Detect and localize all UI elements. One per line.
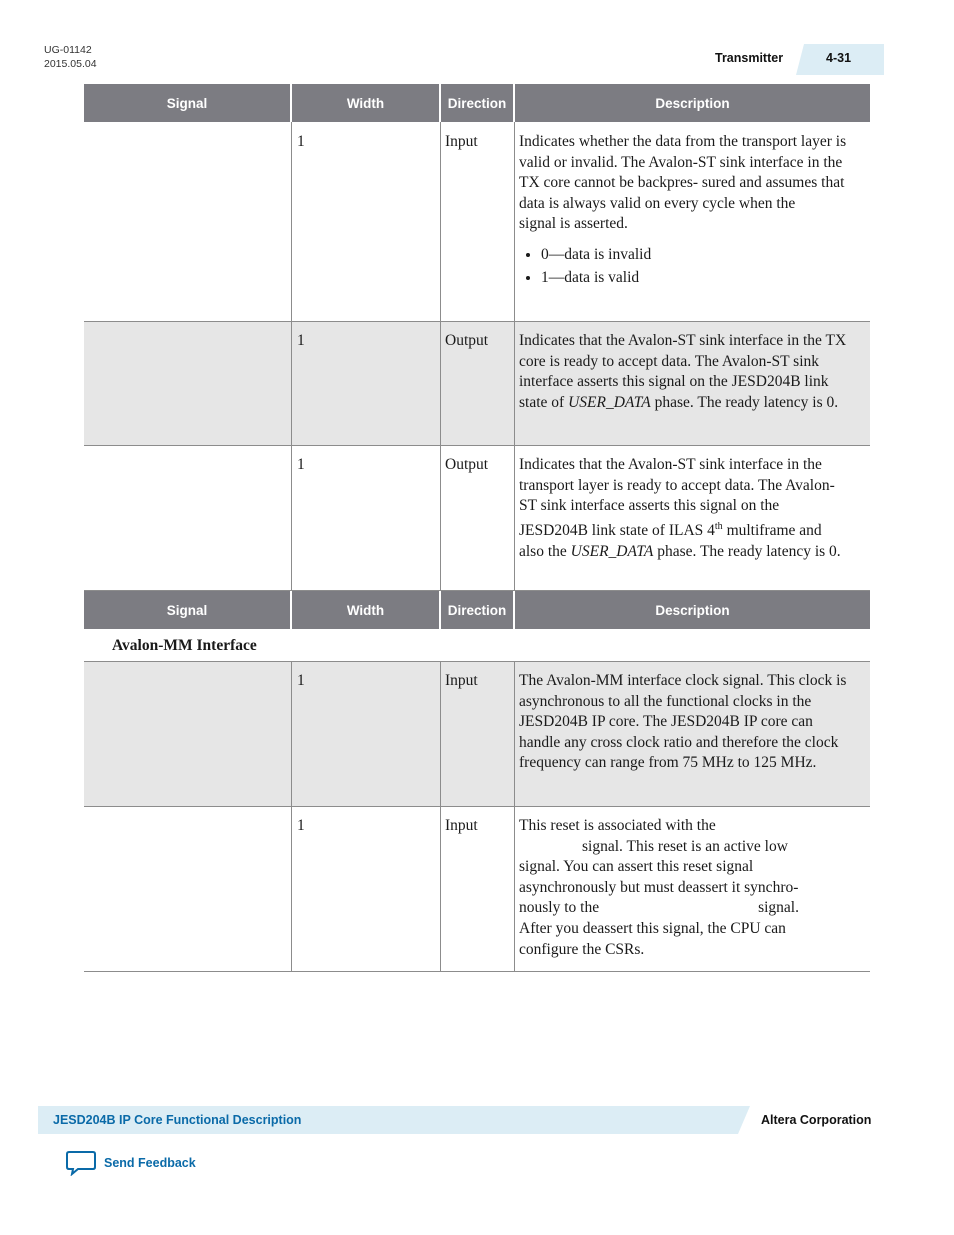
width-value: 1 (297, 456, 305, 473)
description-part: signal. (758, 899, 799, 917)
table-row (84, 322, 870, 446)
column-divider (514, 446, 515, 590)
column-header-signal: Signal (84, 591, 290, 629)
description-line: asynchronously but must deassert it synchro- (519, 878, 799, 896)
state-name: USER_DATA (568, 393, 651, 411)
table-row (84, 662, 870, 807)
column-divider (514, 322, 515, 445)
description-cell (519, 671, 849, 774)
description-part: Indicates that the Avalon-ST sink interface in the TX core is ready to accept data. The Avalon-ST sink interface asserts this signal on the JESD204B link state of (519, 332, 847, 411)
direction-value: Output (445, 456, 489, 473)
description-part: phase. The ready latency is 0. (654, 393, 839, 411)
description-line: signal. This reset is an active low (582, 837, 788, 855)
column-divider (514, 662, 515, 806)
description-line (519, 898, 849, 919)
column-divider (440, 446, 441, 590)
document-id: UG-01142 (44, 44, 92, 56)
description-cell (519, 455, 849, 562)
description-line: After you deassert this signal, the CPU can (519, 919, 786, 937)
description-text-continued: signal is asserted. (519, 215, 628, 233)
document-date: 2015.05.04 (44, 58, 97, 70)
speech-bubble-icon (66, 1150, 96, 1176)
column-header-direction: Direction (441, 591, 513, 629)
page-number: 4-31 (826, 51, 852, 65)
description-text: The Avalon-MM interface clock signal. This clock is asynchronous to all the functional clocks in the JESD204B IP core. The JESD204B IP core can handle any cross clock ratio and therefore the clock frequency can range from 75 MHz to 125 MHz. (519, 672, 847, 772)
column-divider (440, 322, 441, 445)
description-line: configure the CSRs. (519, 940, 645, 958)
description-part: nously to the (519, 899, 600, 917)
description-cell (519, 816, 849, 960)
column-divider (291, 446, 292, 590)
direction-value: Output (445, 332, 489, 349)
direction-value: Input (445, 672, 478, 689)
table-header-row (84, 84, 870, 122)
column-header-signal: Signal (84, 84, 290, 122)
table-header-row-repeat (84, 591, 870, 629)
width-value: 1 (297, 817, 305, 834)
column-divider (291, 122, 292, 321)
column-header-description: Description (515, 84, 870, 122)
table-section-row (84, 629, 870, 662)
description-cell (519, 331, 849, 413)
width-value: 1 (297, 332, 305, 349)
table-row (84, 122, 870, 322)
direction-value: Input (445, 133, 478, 150)
column-divider (291, 662, 292, 806)
column-header-width: Width (292, 84, 439, 122)
column-divider (514, 122, 515, 321)
description-text (519, 331, 849, 413)
description-text (519, 455, 849, 562)
footer-company: Altera Corporation (761, 1113, 872, 1127)
table-row (84, 807, 870, 972)
section-title: Avalon-MM Interface (112, 637, 257, 654)
value-list (519, 245, 849, 288)
document-id-block (44, 43, 97, 71)
list-item: • 1—data is valid (541, 268, 849, 289)
footer-chapter-title: JESD204B IP Core Functional Description (53, 1113, 302, 1127)
description-part: phase. The ready latency is 0. (657, 542, 841, 560)
width-value: 1 (297, 133, 305, 150)
column-divider (514, 807, 515, 971)
description-line: This reset is associated with the (519, 817, 716, 834)
column-divider (291, 322, 292, 445)
description-cell (519, 132, 849, 290)
description-part: multiframe and also the (519, 521, 822, 560)
description-text: Indicates whether the data from the transport layer is valid or invalid. The Avalon-ST sink interface in the TX core cannot be backpres- sured and assumes that data is always valid on every cycle when the (519, 133, 847, 212)
ordinal-suffix: th (714, 520, 723, 532)
description-line: signal. You can assert this reset signal (519, 858, 754, 876)
width-value: 1 (297, 672, 305, 689)
send-feedback-link[interactable] (66, 1150, 196, 1176)
send-feedback-label[interactable]: Send Feedback (104, 1156, 196, 1170)
description-part: Indicates that the Avalon-ST sink interface in the transport layer is ready to accept data. The Avalon-ST sink interface asserts this signal on the JESD204B link state of ILAS 4 (519, 456, 835, 539)
running-section-title: Transmitter (715, 51, 784, 65)
column-header-direction: Direction (441, 84, 513, 122)
list-item: • 0—data is invalid (541, 245, 849, 266)
column-divider (440, 662, 441, 806)
state-name: USER_DATA (570, 542, 654, 560)
direction-value: Input (445, 817, 478, 834)
column-divider (440, 807, 441, 971)
column-divider (440, 122, 441, 321)
column-divider (291, 807, 292, 971)
column-header-width: Width (292, 591, 439, 629)
column-header-description: Description (515, 591, 870, 629)
table-row (84, 446, 870, 591)
